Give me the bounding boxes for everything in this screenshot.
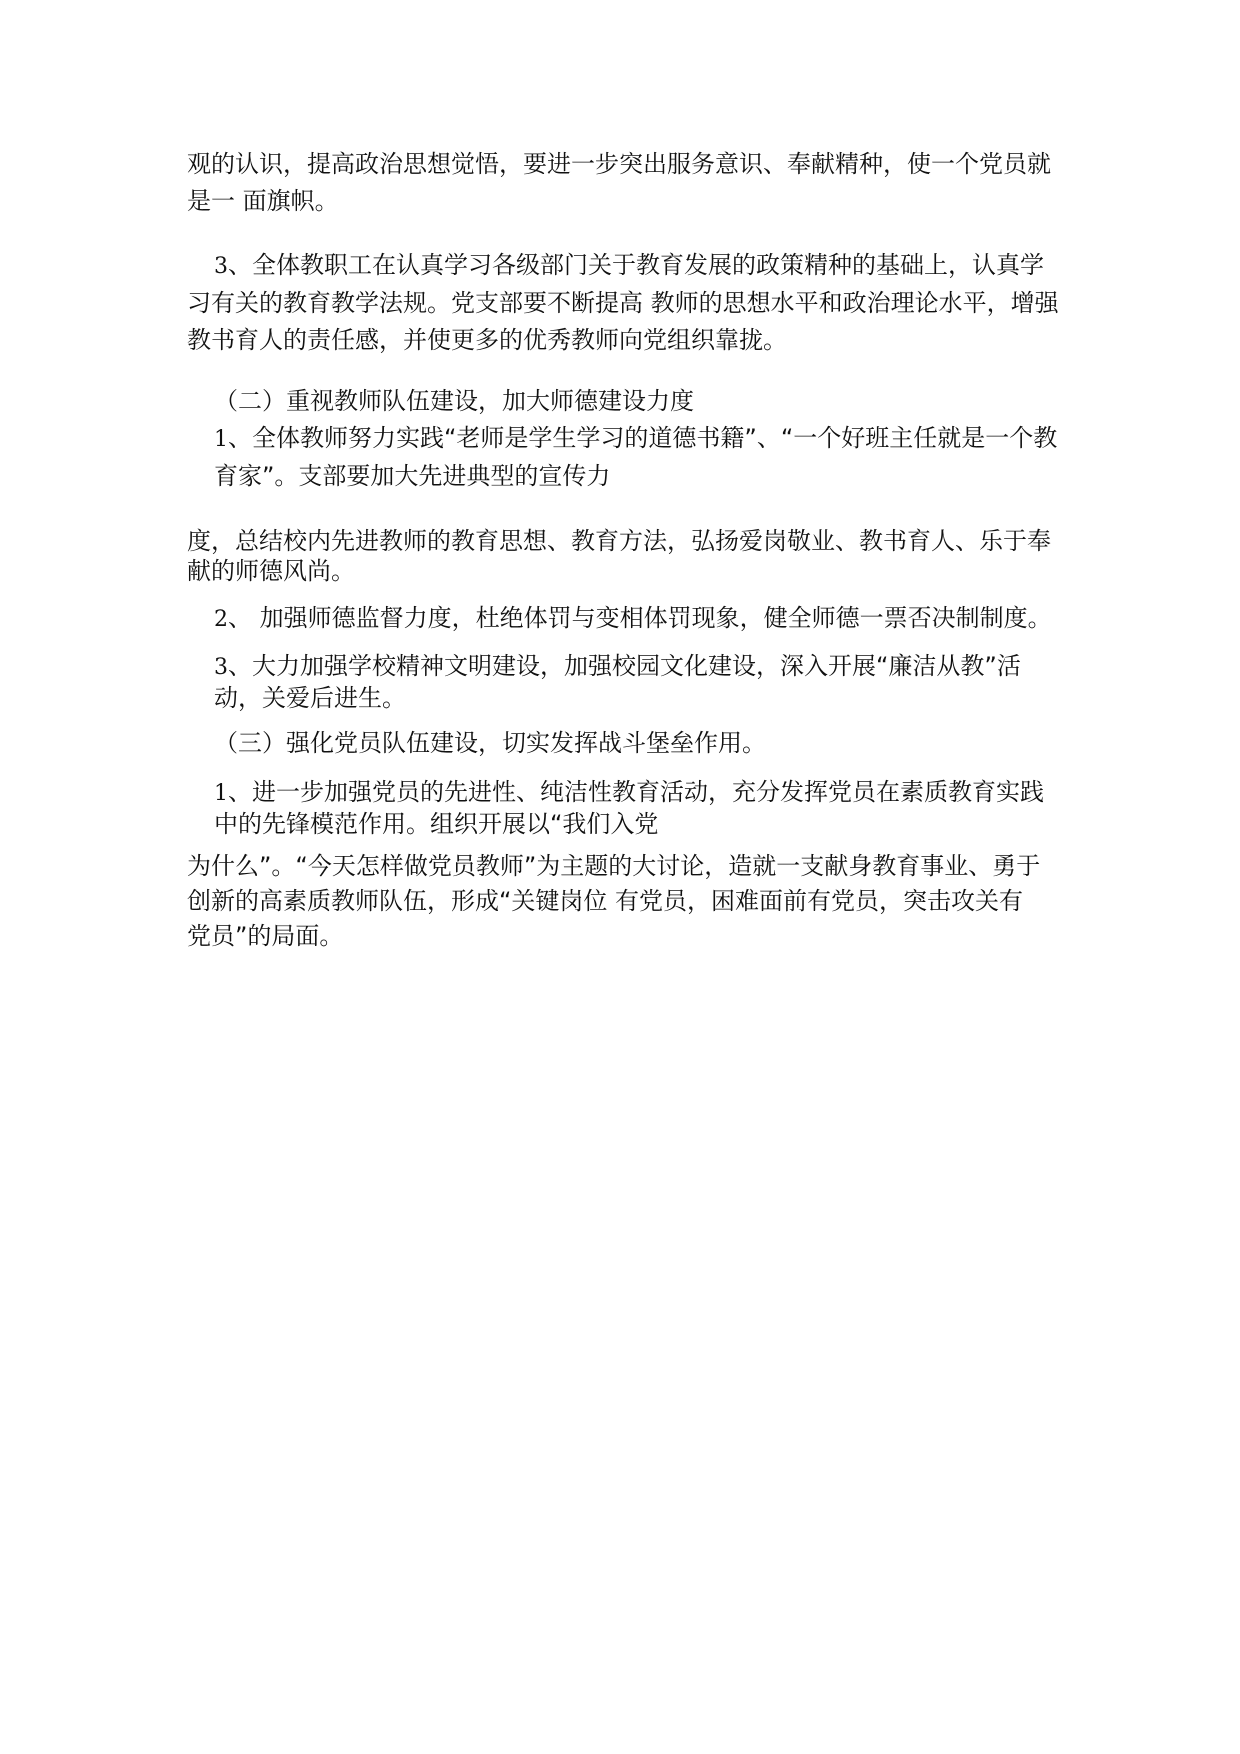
paragraph-text: 、全体教师努力实践“老师是学生学习的道德书籍”、“一个好班主任就是一个教育家”。支部要加大先进典型的宣传力 bbox=[214, 424, 1058, 490]
section-heading-two: （二）重视教师队伍建设，加大师德建设力度 bbox=[214, 387, 694, 415]
paragraph-continuation-discussion bbox=[187, 849, 1047, 954]
paragraph-text: 、进一步加强党员的先进性、纯洁性教育活动，充分发挥党员在素质教育实践中的先锋模范作用。组织开展以“我们入党 bbox=[214, 778, 1044, 838]
paragraph-text: 观的认识，提高政治思想觉悟，要进一步突出服务意识、奉献精种，使一个党员就是一 面旗帜。 bbox=[187, 150, 1051, 215]
item-number: 1 bbox=[214, 781, 228, 806]
item-number: 3 bbox=[214, 254, 228, 279]
paragraph-text: 度，总结校内先进教师的教育思想、教育方法，弘扬爱岗敬业、教书育人、乐于奉献的师德风尚。 bbox=[187, 527, 1051, 585]
item-number: 3 bbox=[214, 655, 228, 680]
paragraph-item-3-study bbox=[187, 247, 1067, 359]
paragraph-item-1-practice bbox=[214, 420, 1067, 495]
paragraph-text: 、 加强师德监督力度，杜绝体罚与变相体罚现象，健全师德一票否决制制度。 bbox=[228, 604, 1052, 632]
paragraph-text: 为什么”。“今天怎样做党员教师”为主题的大讨论，造就一支献身教育事业、勇于创新的高素质教师队伍，形成“关键岗位 有党员，困难面前有党员，突击攻关有党员”的局面。 bbox=[187, 852, 1041, 950]
paragraph-item-3-culture bbox=[214, 651, 1034, 714]
item-number: 2 bbox=[214, 607, 228, 632]
paragraph-intro-continuation bbox=[187, 146, 1067, 220]
paragraph-item-2-supervision bbox=[214, 600, 1067, 638]
section-heading-three: （三）强化党员队伍建设，切实发挥战斗堡垒作用。 bbox=[214, 729, 766, 757]
paragraph-continuation-ethics bbox=[187, 526, 1067, 586]
item-number: 1 bbox=[214, 427, 228, 452]
paragraph-text: 、大力加强学校精神文明建设，加强校园文化建设，深入开展“廉洁从教”活动，关爱后进生。 bbox=[214, 652, 1021, 712]
paragraph-item-1-party bbox=[214, 777, 1067, 840]
paragraph-text: 、全体教职工在认真学习各级部门关于教育发展的政策精种的基础上，认真学习有关的教育教学法规。党支部要不断提高 教师的思想水平和政治理论水平，增强教书育人的责任感，并使更多的优秀教师向党组织靠拢。 bbox=[187, 251, 1059, 354]
